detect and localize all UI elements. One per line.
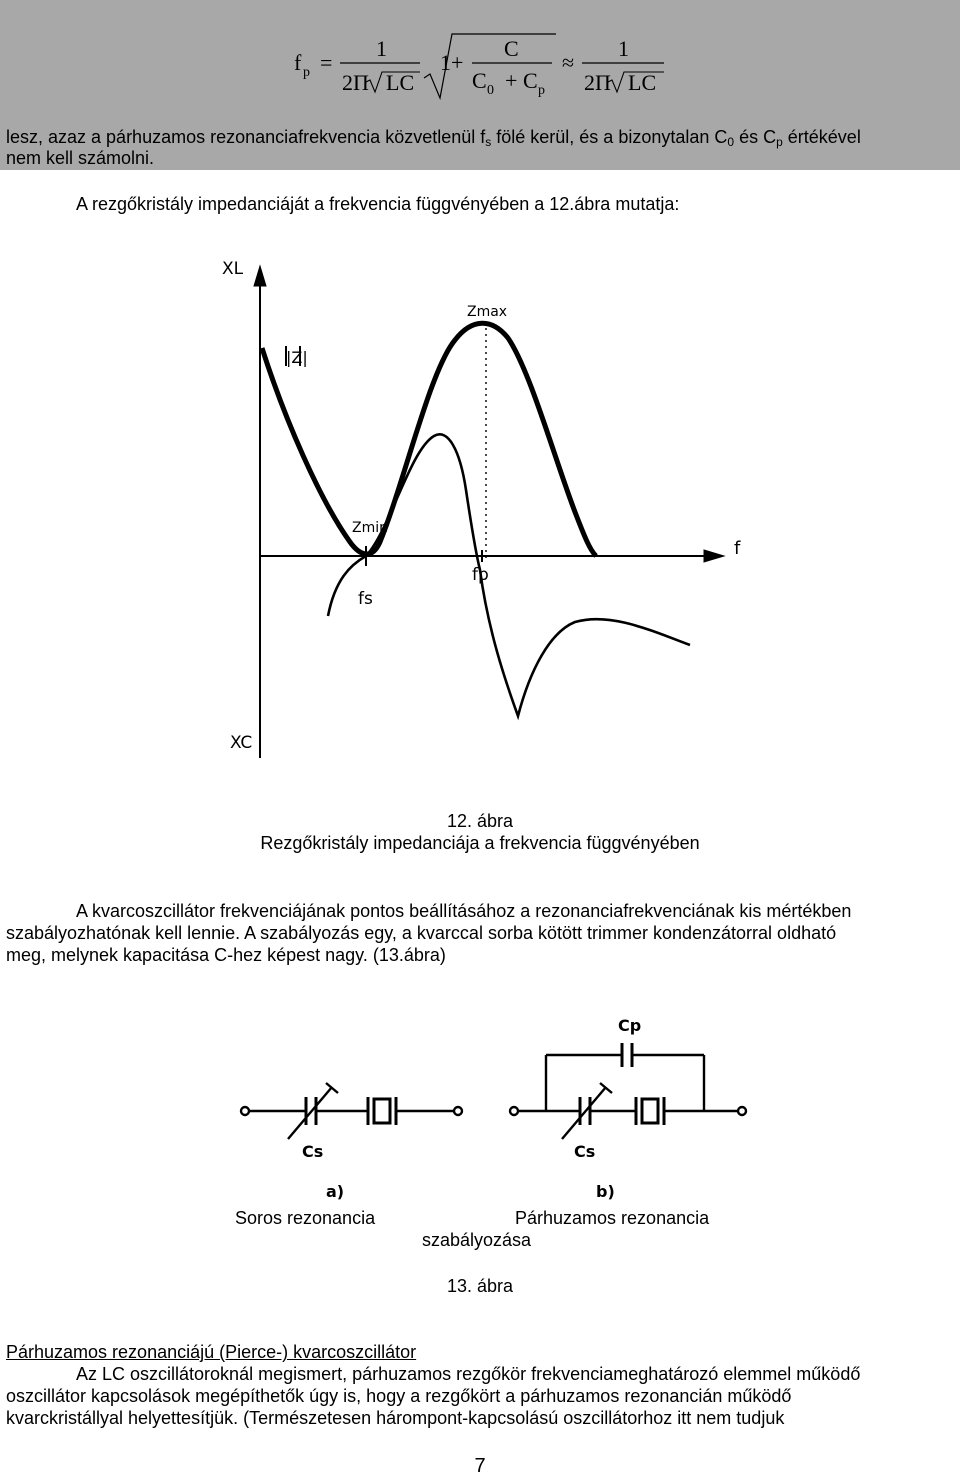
x-axis-arrow [704, 550, 724, 562]
formula-c: C [504, 36, 519, 61]
formula-one-plus: 1+ [440, 50, 464, 75]
formula-num1: 1 [376, 36, 387, 61]
circuit-b-cs-label: Cs [574, 1142, 596, 1161]
figure-12-number: 12. ábra [446, 811, 514, 831]
figure-13-circuits [0, 1005, 960, 1205]
fs-label: fs [358, 589, 373, 609]
circuit-b-crystal [642, 1099, 658, 1123]
section-heading: Párhuzamos rezonanciájú (Pierce-) kvarcoszcillátor [6, 1342, 417, 1362]
section-line-2: oszcillátor kapcsolások megépíthetők úgy is, hogy a rezgőkört a párhuzamos rezonancián működő [6, 1386, 792, 1406]
reactance-curve [328, 434, 690, 716]
circuit-a-terminal-right [454, 1107, 462, 1115]
formula-c0-sub: 0 [487, 83, 494, 98]
formula-plus: + [505, 68, 518, 93]
formula-cp-sub: p [538, 83, 545, 98]
formula-lhs-sub: p [303, 65, 310, 80]
z-label: |Z| [286, 348, 308, 367]
formula-num2: 1 [618, 36, 629, 61]
paragraph-1-line-1: lesz, azaz a párhuzamos rezonanciafrekvencia közvetlenül $f_s$ fölé kerül, és a bizonytalan $C_0$ és $C_p$ értékével [6, 127, 861, 149]
zmin-label: Zmin [352, 520, 388, 536]
circuit-a-cs-trimmer [288, 1087, 332, 1139]
circuit-a-cs-label: Cs [302, 1142, 324, 1161]
xl-label: XL [222, 259, 244, 279]
formula-lhs: f [294, 50, 302, 75]
figure-13-caption-a: Soros rezonancia [235, 1208, 376, 1228]
y-axis-arrow [254, 266, 266, 286]
circuit-b-label: b) [596, 1182, 615, 1201]
section-line-1: Az LC oszcillátoroknál megismert, párhuzamos rezgőkör frekvenciameghatározó elemmel működő [76, 1364, 861, 1384]
paragraph-3-line-1: A kvarcoszcillátor frekvenciájának pontos beállításához a rezonanciafrekvenciának kis mértékben [76, 901, 852, 921]
formula-den2-lc: LC [628, 70, 657, 95]
circuit-b-cs-trimmer [562, 1087, 606, 1139]
circuit-a-crystal [374, 1099, 390, 1123]
circuit-b-terminal-left [510, 1107, 518, 1115]
figure-13-number: 13. ábra [446, 1276, 514, 1296]
formula-den1-lc: LC [386, 70, 415, 95]
formula [0, 0, 960, 110]
formula-den2-2pi: 2Π [584, 70, 611, 95]
xc-label: XC [230, 733, 253, 753]
section-line-3: kvarckristállyal helyettesítjük. (Természetesen hárompont-kapcsolású oszcillátorhoz itt nem tudjuk [6, 1408, 785, 1428]
formula-den1-2pi: 2Π [342, 70, 369, 95]
figure-12-caption: Rezgőkristály impedanciája a frekvencia függvényében [260, 833, 700, 853]
paragraph-1-line-2: nem kell számolni. [6, 148, 155, 168]
circuit-a-label: a) [326, 1182, 345, 1201]
page-number: 7 [474, 1455, 486, 1477]
formula-cp: C [523, 68, 538, 93]
circuit-b-cp-label: Cp [618, 1016, 642, 1035]
figure-13-caption-c: szabályozása [422, 1230, 532, 1250]
formula-eq: = [320, 50, 333, 75]
figure-13-caption-b: Párhuzamos rezonancia [515, 1208, 710, 1228]
paragraph-3-line-3: meg, melynek kapacitása C-hez képest nagy. (13.ábra) [6, 945, 446, 965]
figure-12-impedance-plot [0, 250, 960, 780]
formula-c0: C [472, 68, 487, 93]
circuit-b-terminal-right [738, 1107, 746, 1115]
formula-approx: ≈ [562, 50, 575, 75]
paragraph-3-line-2: szabályozhatónak kell lennie. A szabályozás egy, a kvarccal sorba kötött trimmer kondenzátorral oldható [6, 923, 837, 943]
f-label: f [734, 538, 741, 559]
paragraph-2: A rezgőkristály impedanciáját a frekvencia függvényében a 12.ábra mutatja: [76, 194, 680, 214]
zmax-label: Zmax [467, 304, 508, 320]
fp-label: fp [472, 565, 489, 585]
circuit-a-terminal-left [241, 1107, 249, 1115]
